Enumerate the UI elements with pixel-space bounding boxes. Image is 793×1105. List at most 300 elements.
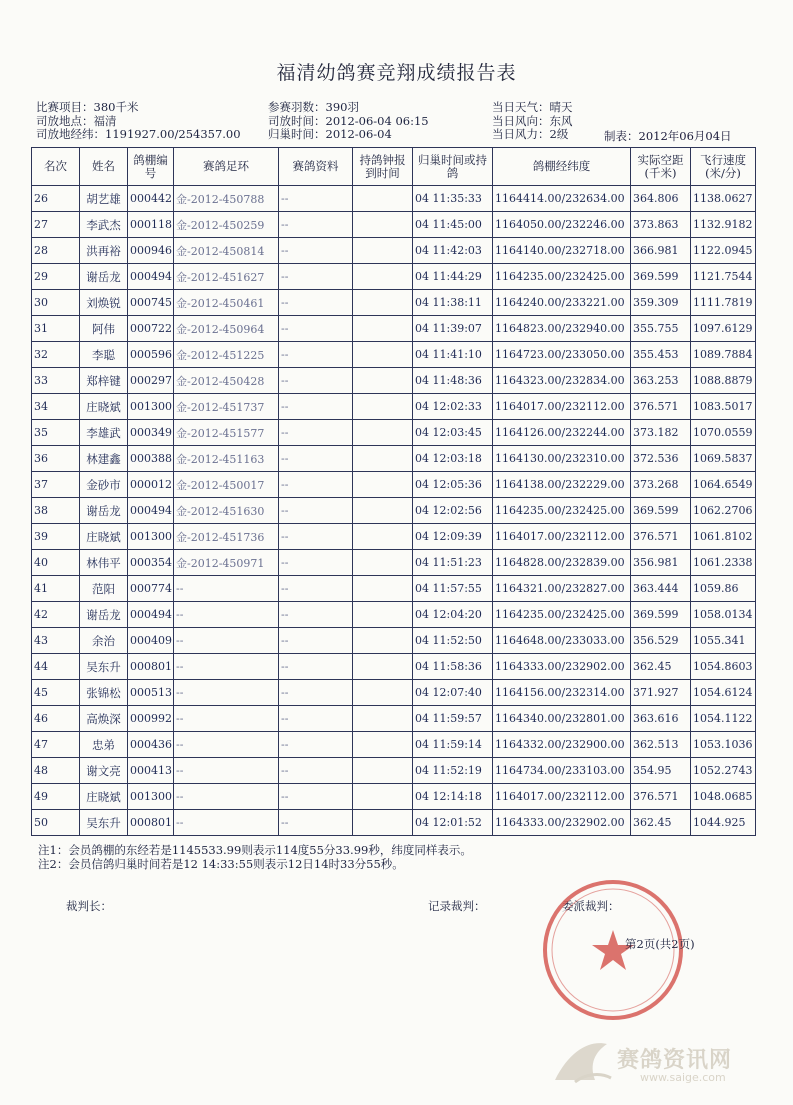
cell-clock (353, 264, 413, 290)
cell-speed: 1053.1036 (691, 732, 756, 758)
cell-speed: 1097.6129 (691, 316, 756, 342)
cell-speed: 1138.0627 (691, 186, 756, 212)
cell-ring: -- (174, 732, 279, 758)
cell-dist: 362.45 (631, 654, 691, 680)
cell-rank: 48 (32, 758, 80, 784)
cell-time: 04 11:51:23 (413, 550, 493, 576)
cell-pos: 1164333.00/232902.00 (493, 810, 631, 836)
cell-speed: 1064.6549 (691, 472, 756, 498)
cell-name: 高焕深 (80, 706, 128, 732)
cell-clock (353, 186, 413, 212)
cell-info: -- (279, 758, 353, 784)
table-row (32, 186, 756, 212)
cell-clock (353, 342, 413, 368)
cell-dist: 356.981 (631, 550, 691, 576)
cell-ring: -- (174, 628, 279, 654)
cell-loft: 000494 (128, 498, 174, 524)
cell-clock (353, 446, 413, 472)
cell-time: 04 11:38:11 (413, 290, 493, 316)
cell-rank: 42 (32, 602, 80, 628)
cell-pos: 1164734.00/233103.00 (493, 758, 631, 784)
cell-loft: 000349 (128, 420, 174, 446)
cell-time: 04 12:05:36 (413, 472, 493, 498)
cell-pos: 1164321.00/232827.00 (493, 576, 631, 602)
note-1: 注1：会员鸽棚的东经若是1145533.99则表示114度55分33.99秒，纬度同样表示。 (38, 843, 472, 857)
cell-name: 余治 (80, 628, 128, 654)
table-row (32, 264, 756, 290)
cell-loft: 000436 (128, 732, 174, 758)
meta-column-3 (492, 101, 573, 142)
cell-speed: 1122.0945 (691, 238, 756, 264)
cell-name: 谢岳龙 (80, 602, 128, 628)
cell-info: -- (279, 420, 353, 446)
signature-chief: 裁判长： (66, 899, 112, 913)
meta-column-2 (268, 101, 429, 142)
table-row (32, 706, 756, 732)
cell-dist: 373.182 (631, 420, 691, 446)
meta-count: 参赛羽数：390羽 (268, 100, 359, 114)
cell-rank: 27 (32, 212, 80, 238)
cell-info: -- (279, 368, 353, 394)
cell-clock (353, 706, 413, 732)
cell-clock (353, 550, 413, 576)
cell-name: 阿伟 (80, 316, 128, 342)
cell-rank: 45 (32, 680, 80, 706)
table-row (32, 472, 756, 498)
cell-ring: 金-2012-451737 (174, 394, 279, 420)
meta-return-time: 归巢时间：2012-06-04 (268, 127, 392, 141)
cell-ring: -- (174, 784, 279, 810)
cell-time: 04 11:58:36 (413, 654, 493, 680)
cell-loft: 000801 (128, 810, 174, 836)
cell-ring: 金-2012-451630 (174, 498, 279, 524)
cell-pos: 1164235.00/232425.00 (493, 498, 631, 524)
cell-speed: 1121.7544 (691, 264, 756, 290)
cell-name: 金砂市 (80, 472, 128, 498)
cell-ring: 金-2012-450788 (174, 186, 279, 212)
cell-speed: 1054.8603 (691, 654, 756, 680)
cell-ring: -- (174, 758, 279, 784)
cell-clock (353, 316, 413, 342)
cell-time: 04 11:59:14 (413, 732, 493, 758)
meta-weather: 当日天气：晴天 (492, 100, 573, 114)
cell-pos: 1164828.00/232839.00 (493, 550, 631, 576)
col-header-distance: 实际空距(千米) (631, 148, 691, 186)
col-header-info: 赛鸽资料 (279, 148, 353, 186)
cell-loft: 000722 (128, 316, 174, 342)
cell-name: 范阳 (80, 576, 128, 602)
watermark-name: 赛鸽资讯网 (617, 1048, 733, 1073)
table-row (32, 290, 756, 316)
cell-clock (353, 290, 413, 316)
cell-dist: 369.599 (631, 264, 691, 290)
cell-info: -- (279, 290, 353, 316)
cell-pos: 1164414.00/232634.00 (493, 186, 631, 212)
cell-loft: 000494 (128, 602, 174, 628)
cell-rank: 36 (32, 446, 80, 472)
note-2: 注2：会员信鸽归巢时间若是12 14:33:55则表示12日14时33分55秒。 (38, 857, 404, 871)
cell-clock (353, 628, 413, 654)
cell-ring: 金-2012-450964 (174, 316, 279, 342)
cell-rank: 34 (32, 394, 80, 420)
cell-dist: 356.529 (631, 628, 691, 654)
meta-wind-dir: 当日风向：东风 (492, 113, 573, 128)
cell-loft: 000012 (128, 472, 174, 498)
cell-pos: 1164240.00/233221.00 (493, 290, 631, 316)
cell-rank: 26 (32, 186, 80, 212)
cell-loft: 000388 (128, 446, 174, 472)
cell-ring: 金-2012-450971 (174, 550, 279, 576)
cell-info: -- (279, 394, 353, 420)
cell-clock (353, 732, 413, 758)
cell-dist: 369.599 (631, 602, 691, 628)
cell-time: 04 12:09:39 (413, 524, 493, 550)
cell-loft: 000409 (128, 628, 174, 654)
cell-loft: 000413 (128, 758, 174, 784)
table-row (32, 550, 756, 576)
cell-pos: 1164340.00/232801.00 (493, 706, 631, 732)
cell-speed: 1061.2338 (691, 550, 756, 576)
cell-pos: 1164156.00/232314.00 (493, 680, 631, 706)
cell-dist: 359.309 (631, 290, 691, 316)
table-header-row (32, 148, 756, 186)
cell-speed: 1055.341 (691, 628, 756, 654)
cell-clock (353, 524, 413, 550)
cell-speed: 1044.925 (691, 810, 756, 836)
table-row (32, 316, 756, 342)
cell-rank: 40 (32, 550, 80, 576)
cell-dist: 372.536 (631, 446, 691, 472)
cell-info: -- (279, 654, 353, 680)
table-row (32, 758, 756, 784)
cell-time: 04 11:52:50 (413, 628, 493, 654)
cell-info: -- (279, 550, 353, 576)
cell-info: -- (279, 784, 353, 810)
meta-project: 比赛项目：380千米 (36, 100, 139, 114)
cell-clock (353, 238, 413, 264)
cell-rank: 38 (32, 498, 80, 524)
cell-clock (353, 420, 413, 446)
meta-column-1 (36, 101, 241, 142)
cell-ring: 金-2012-450259 (174, 212, 279, 238)
signature-appointed: 委派裁判： (562, 899, 620, 913)
cell-clock (353, 680, 413, 706)
cell-ring: -- (174, 576, 279, 602)
cell-clock (353, 576, 413, 602)
col-header-speed: 飞行速度(米/分) (691, 148, 756, 186)
cell-speed: 1054.1122 (691, 706, 756, 732)
cell-name: 庄晓斌 (80, 524, 128, 550)
notes (38, 843, 472, 871)
cell-name: 郑梓键 (80, 368, 128, 394)
cell-speed: 1132.9182 (691, 212, 756, 238)
cell-rank: 39 (32, 524, 80, 550)
cell-ring: -- (174, 602, 279, 628)
cell-rank: 47 (32, 732, 80, 758)
cell-rank: 37 (32, 472, 80, 498)
cell-time: 04 11:57:55 (413, 576, 493, 602)
cell-time: 04 11:59:57 (413, 706, 493, 732)
cell-ring: 金-2012-451225 (174, 342, 279, 368)
cell-dist: 355.755 (631, 316, 691, 342)
cell-info: -- (279, 212, 353, 238)
watermark-url: www.saige.com (640, 1071, 726, 1084)
table-row (32, 394, 756, 420)
cell-name: 吴东升 (80, 654, 128, 680)
page-number: 第2页(共2页) (625, 937, 695, 951)
cell-loft: 001300 (128, 784, 174, 810)
cell-speed: 1111.7819 (691, 290, 756, 316)
table-row (32, 368, 756, 394)
cell-speed: 1061.8102 (691, 524, 756, 550)
cell-time: 04 12:02:56 (413, 498, 493, 524)
cell-time: 04 11:35:33 (413, 186, 493, 212)
cell-dist: 364.806 (631, 186, 691, 212)
cell-dist: 373.268 (631, 472, 691, 498)
cell-time: 04 11:44:29 (413, 264, 493, 290)
cell-info: -- (279, 186, 353, 212)
cell-name: 李武杰 (80, 212, 128, 238)
cell-time: 04 12:02:33 (413, 394, 493, 420)
cell-name: 谢文亮 (80, 758, 128, 784)
table-row (32, 628, 756, 654)
col-header-rank: 名次 (32, 148, 80, 186)
cell-loft: 000992 (128, 706, 174, 732)
table-row (32, 524, 756, 550)
cell-pos: 1164140.00/232718.00 (493, 238, 631, 264)
cell-name: 洪再裕 (80, 238, 128, 264)
cell-loft: 000118 (128, 212, 174, 238)
cell-clock (353, 498, 413, 524)
cell-pos: 1164648.00/233033.00 (493, 628, 631, 654)
cell-rank: 41 (32, 576, 80, 602)
cell-speed: 1088.8879 (691, 368, 756, 394)
cell-name: 李雄武 (80, 420, 128, 446)
cell-dist: 354.95 (631, 758, 691, 784)
cell-pos: 1164333.00/232902.00 (493, 654, 631, 680)
results-body (32, 186, 756, 836)
cell-loft: 000745 (128, 290, 174, 316)
cell-info: -- (279, 810, 353, 836)
cell-name: 林伟平 (80, 550, 128, 576)
cell-rank: 28 (32, 238, 80, 264)
cell-time: 04 11:48:36 (413, 368, 493, 394)
col-header-clock: 持鸽钟报到时间 (353, 148, 413, 186)
cell-info: -- (279, 342, 353, 368)
cell-pos: 1164823.00/232940.00 (493, 316, 631, 342)
cell-clock (353, 758, 413, 784)
table-row (32, 238, 756, 264)
cell-rank: 32 (32, 342, 80, 368)
cell-info: -- (279, 238, 353, 264)
cell-ring: 金-2012-450814 (174, 238, 279, 264)
results-table (31, 147, 756, 836)
table-row (32, 446, 756, 472)
cell-pos: 1164723.00/233050.00 (493, 342, 631, 368)
table-row (32, 576, 756, 602)
cell-clock (353, 472, 413, 498)
cell-loft: 000596 (128, 342, 174, 368)
cell-info: -- (279, 264, 353, 290)
cell-info: -- (279, 524, 353, 550)
cell-dist: 362.45 (631, 810, 691, 836)
cell-name: 林建鑫 (80, 446, 128, 472)
cell-speed: 1069.5837 (691, 446, 756, 472)
cell-ring: -- (174, 654, 279, 680)
cell-ring: 金-2012-451736 (174, 524, 279, 550)
cell-dist: 362.513 (631, 732, 691, 758)
cell-rank: 43 (32, 628, 80, 654)
cell-time: 04 12:03:18 (413, 446, 493, 472)
table-row (32, 420, 756, 446)
cell-pos: 1164017.00/232112.00 (493, 394, 631, 420)
cell-ring: 金-2012-451577 (174, 420, 279, 446)
cell-rank: 35 (32, 420, 80, 446)
table-row (32, 732, 756, 758)
meta-wind-force: 当日风力：2级 (492, 127, 569, 141)
cell-loft: 001300 (128, 394, 174, 420)
cell-time: 04 11:41:10 (413, 342, 493, 368)
cell-dist: 376.571 (631, 784, 691, 810)
cell-pos: 1164130.00/232310.00 (493, 446, 631, 472)
cell-ring: 金-2012-451163 (174, 446, 279, 472)
cell-rank: 29 (32, 264, 80, 290)
cell-name: 谢岳龙 (80, 264, 128, 290)
cell-info: -- (279, 680, 353, 706)
cell-info: -- (279, 472, 353, 498)
cell-dist: 376.571 (631, 394, 691, 420)
table-row (32, 784, 756, 810)
cell-ring: 金-2012-450461 (174, 290, 279, 316)
cell-info: -- (279, 576, 353, 602)
cell-rank: 31 (32, 316, 80, 342)
cell-speed: 1054.6124 (691, 680, 756, 706)
cell-pos: 1164017.00/232112.00 (493, 784, 631, 810)
cell-pos: 1164323.00/232834.00 (493, 368, 631, 394)
cell-pos: 1164138.00/232229.00 (493, 472, 631, 498)
cell-ring: -- (174, 810, 279, 836)
cell-ring: -- (174, 706, 279, 732)
cell-clock (353, 654, 413, 680)
cell-loft: 001300 (128, 524, 174, 550)
cell-time: 04 11:42:03 (413, 238, 493, 264)
cell-name: 忠弟 (80, 732, 128, 758)
cell-speed: 1052.2743 (691, 758, 756, 784)
cell-dist: 363.616 (631, 706, 691, 732)
cell-clock (353, 212, 413, 238)
cell-time: 04 12:03:45 (413, 420, 493, 446)
cell-rank: 33 (32, 368, 80, 394)
cell-loft: 000513 (128, 680, 174, 706)
table-row (32, 498, 756, 524)
cell-speed: 1083.5017 (691, 394, 756, 420)
cell-dist: 363.444 (631, 576, 691, 602)
table-row (32, 810, 756, 836)
cell-info: -- (279, 602, 353, 628)
cell-name: 庄晓斌 (80, 394, 128, 420)
cell-loft: 000442 (128, 186, 174, 212)
cell-dist: 355.453 (631, 342, 691, 368)
table-row (32, 212, 756, 238)
cell-name: 胡艺雄 (80, 186, 128, 212)
report-title: 福清幼鸽赛竞翔成绩报告表 (276, 62, 517, 84)
cell-ring: 金-2012-451627 (174, 264, 279, 290)
cell-info: -- (279, 446, 353, 472)
cell-clock (353, 368, 413, 394)
cell-info: -- (279, 706, 353, 732)
cell-speed: 1059.86 (691, 576, 756, 602)
cell-dist: 366.981 (631, 238, 691, 264)
cell-rank: 44 (32, 654, 80, 680)
cell-time: 04 12:04:20 (413, 602, 493, 628)
cell-time: 04 11:52:19 (413, 758, 493, 784)
cell-dist: 369.599 (631, 498, 691, 524)
cell-speed: 1089.7884 (691, 342, 756, 368)
cell-speed: 1058.0134 (691, 602, 756, 628)
cell-time: 04 12:01:52 (413, 810, 493, 836)
cell-rank: 49 (32, 784, 80, 810)
cell-pos: 1164332.00/232900.00 (493, 732, 631, 758)
cell-rank: 30 (32, 290, 80, 316)
cell-name: 庄晓斌 (80, 784, 128, 810)
cell-pos: 1164050.00/232246.00 (493, 212, 631, 238)
cell-ring: 金-2012-450017 (174, 472, 279, 498)
cell-name: 刘焕锐 (80, 290, 128, 316)
cell-dist: 371.927 (631, 680, 691, 706)
cell-name: 李聪 (80, 342, 128, 368)
cell-clock (353, 810, 413, 836)
cell-loft: 000946 (128, 238, 174, 264)
cell-clock (353, 394, 413, 420)
cell-pos: 1164235.00/232425.00 (493, 264, 631, 290)
signature-recorder: 记录裁判： (428, 899, 486, 913)
cell-pos: 1164235.00/232425.00 (493, 602, 631, 628)
cell-pos: 1164126.00/232244.00 (493, 420, 631, 446)
table-row (32, 654, 756, 680)
cell-name: 谢岳龙 (80, 498, 128, 524)
col-header-ring: 赛鸽足环 (174, 148, 279, 186)
cell-dist: 363.253 (631, 368, 691, 394)
cell-loft: 000494 (128, 264, 174, 290)
table-row (32, 602, 756, 628)
cell-time: 04 12:14:18 (413, 784, 493, 810)
cell-speed: 1070.0559 (691, 420, 756, 446)
cell-clock (353, 602, 413, 628)
cell-info: -- (279, 732, 353, 758)
meta-place: 司放地点：福清 (36, 113, 117, 128)
cell-clock (353, 784, 413, 810)
cell-info: -- (279, 498, 353, 524)
table-row (32, 680, 756, 706)
meta-release-time: 司放时间：2012-06-04 06:15 (268, 113, 429, 128)
col-header-position: 鸽棚经纬度 (493, 148, 631, 186)
cell-dist: 373.863 (631, 212, 691, 238)
cell-loft: 000354 (128, 550, 174, 576)
cell-time: 04 12:07:40 (413, 680, 493, 706)
meta-coords: 司放地经纬：1191927.00/254357.00 (36, 127, 241, 141)
table-row (32, 342, 756, 368)
col-header-name: 姓名 (80, 148, 128, 186)
cell-time: 04 11:39:07 (413, 316, 493, 342)
cell-dist: 376.571 (631, 524, 691, 550)
cell-name: 张锦松 (80, 680, 128, 706)
cell-info: -- (279, 628, 353, 654)
cell-speed: 1048.0685 (691, 784, 756, 810)
cell-loft: 000801 (128, 654, 174, 680)
cell-speed: 1062.2706 (691, 498, 756, 524)
col-header-time: 归巢时间或持鸽 (413, 148, 493, 186)
cell-rank: 50 (32, 810, 80, 836)
